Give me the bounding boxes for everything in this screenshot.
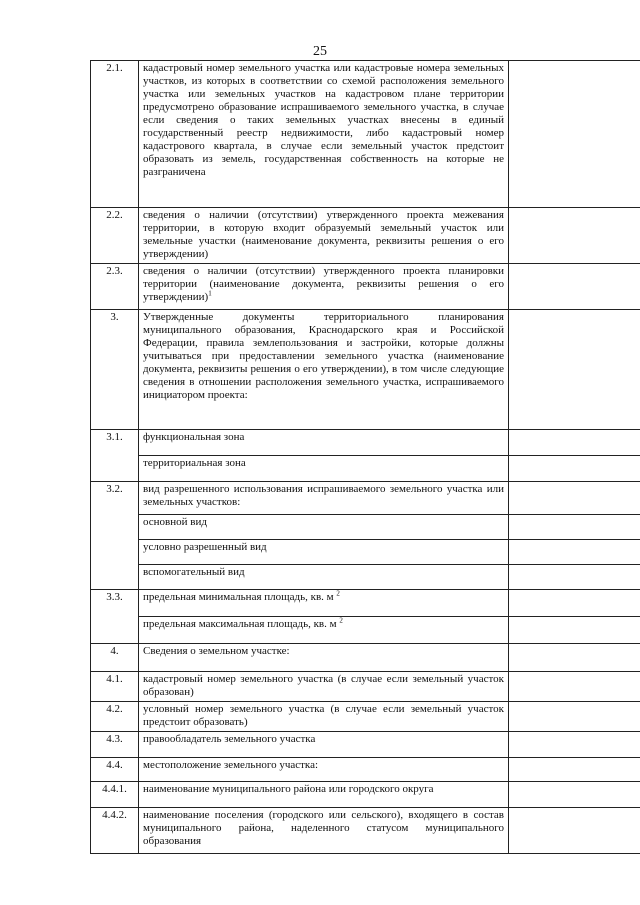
table-row bbox=[91, 540, 640, 565]
row-text: функциональная зона bbox=[139, 430, 509, 456]
value-cell[interactable] bbox=[509, 732, 640, 758]
row-text: правообладатель земельного участка bbox=[139, 732, 509, 758]
value-cell[interactable] bbox=[509, 61, 640, 208]
value-cell[interactable] bbox=[509, 430, 640, 456]
value-cell[interactable] bbox=[509, 208, 640, 264]
row-text: вид разрешенного использования испрашиваемого земельного участка или земельных участков: bbox=[139, 482, 509, 515]
row-text: наименование поселения (городского или сельского), входящего в состав муниципального района, наделенного статусом муниципального образования bbox=[139, 808, 509, 854]
row-text: условно разрешенный вид bbox=[139, 540, 509, 565]
table-row bbox=[91, 310, 640, 430]
table-row bbox=[91, 264, 640, 310]
value-cell[interactable] bbox=[509, 590, 640, 617]
row-text: Утвержденные документы территориального планирования муниципального образования, Краснодарского края и Российской Федерации, правила землепользования и застройки, которые должны учитываться при предоставлении земельного участка (наименование документа, реквизиты решения о его утверждении), в том числе следующие сведения в отношении расположения земельного участка, испрашиваемого инициатором проекта: bbox=[139, 310, 509, 430]
row-number: 3.3. bbox=[91, 590, 139, 644]
table-row bbox=[91, 758, 640, 782]
table-row bbox=[91, 430, 640, 456]
value-cell[interactable] bbox=[509, 456, 640, 482]
row-number: 4.1. bbox=[91, 672, 139, 702]
value-cell[interactable] bbox=[509, 672, 640, 702]
table-row bbox=[91, 782, 640, 808]
row-number: 4.4.2. bbox=[91, 808, 139, 854]
row-text: условный номер земельного участка (в случае если земельный участок предстоит образовать) bbox=[139, 702, 509, 732]
row-text: основной вид bbox=[139, 515, 509, 540]
row-number: 2.2. bbox=[91, 208, 139, 264]
row-number: 3. bbox=[91, 310, 139, 430]
row-number: 2.3. bbox=[91, 264, 139, 310]
table-row bbox=[91, 208, 640, 264]
table-row bbox=[91, 456, 640, 482]
row-text: территориальная зона bbox=[139, 456, 509, 482]
footnote-mark: 1 bbox=[208, 289, 212, 298]
value-cell[interactable] bbox=[509, 702, 640, 732]
value-cell[interactable] bbox=[509, 617, 640, 644]
footnote-mark: 2 bbox=[339, 616, 343, 625]
row-number: 4.2. bbox=[91, 702, 139, 732]
value-cell[interactable] bbox=[509, 515, 640, 540]
table-row bbox=[91, 482, 640, 515]
form-table bbox=[90, 60, 640, 854]
value-cell[interactable] bbox=[509, 482, 640, 515]
row-number: 4.3. bbox=[91, 732, 139, 758]
row-text: предельная максимальная площадь, кв. м $^2$ bbox=[139, 617, 509, 644]
table-row bbox=[91, 61, 640, 208]
value-cell[interactable] bbox=[509, 310, 640, 430]
row-text: сведения о наличии (отсутствии) утвержденного проекта межевания территории, в которую входит образуемый земельный участок или земельные участки (наименование документа, реквизиты решения о его утверждении) bbox=[139, 208, 509, 264]
value-cell[interactable] bbox=[509, 264, 640, 310]
row-number: 3.1. bbox=[91, 430, 139, 482]
value-cell[interactable] bbox=[509, 565, 640, 590]
row-text: кадастровый номер земельного участка или кадастровые номера земельных участков, из которых в соответствии со схемой расположения земельного участка или земельных участков на кадастровом плане территории предусмотрено образование испрашиваемого земельного участка, в случае если сведения о таких земельных участках внесены в единый государственный реестр недвижимости, либо кадастровый номер кадастрового квартала, в случае если земельный участок предстоит образовать из земель, государственная собственность на которые не разграничена bbox=[139, 61, 509, 208]
row-text: местоположение земельного участка: bbox=[139, 758, 509, 782]
value-cell[interactable] bbox=[509, 782, 640, 808]
table-row bbox=[91, 672, 640, 702]
table-row bbox=[91, 590, 640, 617]
row-text: Сведения о земельном участке: bbox=[139, 644, 509, 672]
row-text: кадастровый номер земельного участка (в случае если земельный участок образован) bbox=[139, 672, 509, 702]
row-number: 3.2. bbox=[91, 482, 139, 590]
row-text: вспомогательный вид bbox=[139, 565, 509, 590]
row-number: 2.1. bbox=[91, 61, 139, 208]
row-number: 4.4. bbox=[91, 758, 139, 782]
table-row bbox=[91, 808, 640, 854]
value-cell[interactable] bbox=[509, 644, 640, 672]
row-text: наименование муниципального района или городского округа bbox=[139, 782, 509, 808]
table-row bbox=[91, 644, 640, 672]
table-row bbox=[91, 702, 640, 732]
value-cell[interactable] bbox=[509, 540, 640, 565]
table-row bbox=[91, 732, 640, 758]
page-number: 25 bbox=[313, 44, 327, 59]
row-number: 4.4.1. bbox=[91, 782, 139, 808]
row-text: предельная минимальная площадь, кв. м $^2$ bbox=[139, 590, 509, 617]
table-row bbox=[91, 617, 640, 644]
row-number: 4. bbox=[91, 644, 139, 672]
footnote-mark: 2 bbox=[336, 589, 340, 598]
row-text: сведения о наличии (отсутствии) утвержденного проекта планировки территории (наименование документа, реквизиты решения о его утверждении)$^1$ bbox=[139, 264, 509, 310]
table-row bbox=[91, 515, 640, 540]
value-cell[interactable] bbox=[509, 808, 640, 854]
table-row bbox=[91, 565, 640, 590]
value-cell[interactable] bbox=[509, 758, 640, 782]
